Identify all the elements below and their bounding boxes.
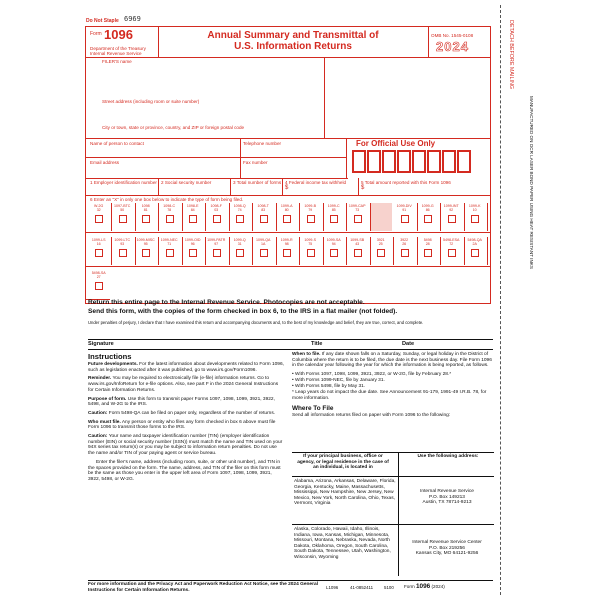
form-type-checkbox[interactable] <box>448 215 456 223</box>
form-type-code: 91 <box>402 208 407 213</box>
when-note: * Leap years do not impact the due date. See Announcement 91-179, 1991-49 I.R.B. 78, for more information. <box>292 390 487 401</box>
form-type-option <box>442 238 461 262</box>
r1-addr1: Internal Revenue Service <box>420 489 474 494</box>
form-type-checkbox[interactable] <box>307 249 315 257</box>
form-type-code: 10 <box>472 208 477 213</box>
form-type-option <box>348 204 367 228</box>
form-type-code: 80 <box>284 208 289 213</box>
form-type-checkbox[interactable] <box>166 249 174 257</box>
tax-year <box>436 39 469 54</box>
form-type-name: 1099-SB <box>350 238 365 242</box>
form-type-option <box>395 204 414 228</box>
form-type-code: 92 <box>449 208 454 213</box>
form-type-divider <box>487 237 488 265</box>
signature-divider <box>88 349 493 350</box>
form-type-name: 1098 <box>141 204 150 208</box>
city-label: City or town, state or province, country, and ZIP or foreign postal code <box>102 125 245 130</box>
where-row1-address <box>402 489 492 506</box>
form-type-code: 28 <box>425 242 430 247</box>
form-type-checkbox[interactable] <box>189 249 197 257</box>
form-type-option <box>89 238 108 262</box>
form-type-checkbox[interactable] <box>283 249 291 257</box>
title-label: Title <box>311 341 323 347</box>
caution2-heading: Caution: <box>88 434 108 440</box>
form-type-code: 74 <box>237 208 242 213</box>
form-type-name: 1099-C <box>327 204 340 208</box>
telephone-field[interactable] <box>243 146 339 156</box>
box-divider-2 <box>230 178 231 195</box>
box2-field[interactable] <box>161 185 227 193</box>
form-type-option <box>277 204 296 228</box>
form-type-checkbox[interactable] <box>330 249 338 257</box>
where-header-line <box>292 476 494 477</box>
footer-cat: L1096 <box>326 585 339 590</box>
who-text: Any person or entity who files any form checked in box 6 above must file Form 1096 to transmit those forms to the IRS. <box>88 419 276 431</box>
form-type-checkbox[interactable] <box>95 282 103 290</box>
email-field[interactable] <box>90 165 238 176</box>
box3-label: 3 Total number of forms <box>233 180 282 185</box>
form-type-checkbox[interactable] <box>260 215 268 223</box>
form-type-option <box>183 204 202 228</box>
form-type-option <box>254 204 273 228</box>
form-type-code: 72 <box>449 242 454 247</box>
form-type-option <box>254 238 273 262</box>
form-type-code: 97 <box>214 242 219 247</box>
form-type-code: 03 <box>214 208 219 213</box>
form-type-code: 27 <box>96 275 101 280</box>
r1-addr3: Austin, TX 78714-9213 <box>422 500 472 506</box>
future-heading: Future developments. <box>88 362 138 367</box>
form-type-name: 1099-DIV <box>396 204 412 208</box>
form-type-divider <box>487 203 488 231</box>
form-type-checkbox[interactable] <box>95 249 103 257</box>
form-type-checkbox[interactable] <box>213 215 221 223</box>
form-title-2: U.S. Information Returns <box>234 41 352 52</box>
form-type-code: 95 <box>143 242 148 247</box>
return-notice-1: Return this entire page to the Internal Revenue Service. Photocopies are not acceptable. <box>88 299 365 306</box>
form-type-name: 1099-CAP <box>348 204 366 208</box>
form-type-option <box>160 238 179 262</box>
form-type-code: 85 <box>331 208 336 213</box>
form-type-name: 1098-T <box>257 204 269 208</box>
form-type-name: 1099-LS <box>91 238 106 242</box>
form-type-option <box>301 204 320 228</box>
box4-label: 4 Federal income tax withheld <box>285 180 347 185</box>
contact-bottom-line <box>86 178 348 179</box>
r2-addr2: P.O. Box 219256 <box>429 545 465 551</box>
filer-name-label: FILER'S name <box>102 59 132 64</box>
form-type-option <box>324 204 343 228</box>
form-type-code: 79 <box>308 208 313 213</box>
contact-divider <box>240 138 241 178</box>
form-type-checkbox[interactable] <box>119 249 127 257</box>
official-use-box <box>382 150 396 173</box>
form-type-option <box>89 271 108 295</box>
form-type-code: 31 <box>237 242 242 247</box>
form-type-name: 5498-SA <box>91 271 106 275</box>
manufactured-text: MANUFACTURED ON OCR LASER BOND PAPER USING HEAT RESISTANT INKS <box>529 96 534 269</box>
fax-field[interactable] <box>243 165 339 176</box>
box5-dollar: $ <box>361 185 365 191</box>
form-type-code: 73 <box>355 208 360 213</box>
street-label: Street address (including room or suite number) <box>102 99 200 104</box>
box6-label: 6 Enter an "X" in only one box below to indicate the type of form being filed. <box>90 197 244 202</box>
footer-form-label: Form <box>404 584 415 589</box>
box5-field[interactable] <box>367 185 485 193</box>
dept-treasury: Department of the Treasury <box>90 46 146 51</box>
street-field[interactable] <box>100 105 320 123</box>
official-use-box <box>442 150 456 173</box>
form-type-row-line <box>86 266 490 267</box>
box1-label: 1 Employer identification number <box>90 180 157 185</box>
form-type-name: 1097-BTC <box>114 204 131 208</box>
form-type-checkbox[interactable] <box>401 249 409 257</box>
form-type-code: 75 <box>308 242 313 247</box>
form-type-option <box>89 204 108 228</box>
official-use-box <box>427 150 441 173</box>
form-type-code: 2A <box>472 242 477 247</box>
form-type-name: 1098-F <box>210 204 222 208</box>
form-type-option <box>160 204 179 228</box>
caution1-heading: Caution: <box>88 410 108 416</box>
form-type-checkbox[interactable] <box>119 215 127 223</box>
fax-label: Fax number <box>243 160 268 165</box>
signature-line[interactable] <box>88 327 493 340</box>
box1-field[interactable] <box>90 185 156 193</box>
form-label: Form <box>90 31 102 37</box>
form-type-code: 84 <box>190 208 195 213</box>
r2-addr3: Kansas City, MO 64121-9256 <box>415 551 479 557</box>
when-bullet-3: • With Forms 5498, file by May 31. <box>292 383 366 389</box>
form-type-name: 1099-LTC <box>114 238 131 242</box>
form-type-option <box>465 204 484 228</box>
tax-year-text: 2024 <box>436 39 469 54</box>
official-use-label: For Official Use Only <box>356 139 436 148</box>
form-type-name: 1099-G <box>421 204 434 208</box>
header-bottom-line <box>86 57 490 58</box>
form-type-checkbox[interactable] <box>142 249 150 257</box>
form-type-checkbox[interactable] <box>424 215 432 223</box>
purpose-heading: Purpose of form. <box>88 396 127 402</box>
boxes-bottom-line <box>86 195 490 196</box>
form-type-name: 1098-E <box>186 204 199 208</box>
official-use-box <box>457 150 471 173</box>
box4-field[interactable] <box>290 185 354 193</box>
contact-mid-line <box>86 157 346 158</box>
when-bullet-1: • With Forms 1097, 1098, 1099, 3921, 3922, or W-2G, file by February 28.* <box>292 372 452 378</box>
form-type-option <box>301 238 320 262</box>
form-type-checkbox[interactable] <box>236 215 244 223</box>
form-type-checkbox[interactable] <box>189 215 197 223</box>
return-notice-2: Send this form, with the copies of the form checked in box 6, to the IRS in a flat mailer (not folded). <box>88 308 398 315</box>
where-table-top <box>292 452 494 453</box>
reminder-heading: Reminder. <box>88 376 112 382</box>
form-type-checkbox[interactable] <box>448 249 456 257</box>
box2-label: 2 Social security number <box>161 180 212 185</box>
form-type-checkbox[interactable] <box>354 215 362 223</box>
form-type-name: 3922 <box>400 238 409 242</box>
when-text: If any date shown falls on a Saturday, Sunday, or legal holiday in the District of Columbia where the return is to be filed, the due date is the next business day. File Form 1096 in the calendar year following the year for which the information is being reported, as follows. <box>292 352 492 369</box>
form-type-checkbox[interactable] <box>213 249 221 257</box>
box-divider-4 <box>358 178 359 195</box>
form-type-name: 1099-INT <box>443 204 459 208</box>
future-text: For the latest information about developments related to Form 1096, such as legislation enacted after it was published, go to www.irs.gov/Form1096. <box>88 362 284 373</box>
box3-field[interactable] <box>233 185 279 193</box>
form-type-code: 86 <box>425 208 430 213</box>
form-type-option <box>418 238 437 262</box>
perforation-line <box>500 5 501 595</box>
form-type-code: 25 <box>378 242 383 247</box>
form-type-option <box>136 204 155 228</box>
where-col-divider <box>398 452 399 576</box>
form-type-checkbox[interactable] <box>377 249 385 257</box>
official-use-box <box>397 150 411 173</box>
purpose-text: Use this form to transmit paper Forms 1097, 1098, 1099, 3921, 3922, 5498, and W-2G to the IRS. <box>88 396 275 408</box>
do-not-staple: Do Not Staple <box>86 18 119 24</box>
enter-text: Enter the filer's name, address (including room, suite, or other unit number), and TIN in the spaces provided on the form. The name, address, and TIN of the filer on this form must be the same as those you enter in the upper left area of Form 1097, 1098, 1099, 3921, 3922, 5498, or W-2G. <box>88 459 281 482</box>
form-number: 1096 <box>104 27 133 42</box>
form-type-code: 16 <box>96 242 101 247</box>
box5-label: 5 Total amount reported with this Form 1096 <box>361 180 451 185</box>
where-row2-states: Alaska, Colorado, Hawaii, Idaho, Illinois, Indiana, Iowa, Kansas, Michigan, Minnesota, Missouri, Montana, Nebraska, Nevada, North Dakota, Oklahoma, Oregon, South Carolina, South Dakota, Tennessee, Utah, Washington, Wisconsin, Wyoming <box>294 527 391 560</box>
footer-form-year: (2024) <box>431 584 445 589</box>
instructions-heading: Instructions <box>88 352 132 361</box>
form-type-checkbox[interactable] <box>354 249 362 257</box>
form-type-checkbox[interactable] <box>401 215 409 223</box>
form-type-checkbox[interactable] <box>424 249 432 257</box>
form-type-code: 94 <box>331 242 336 247</box>
contact-right-line <box>346 138 347 178</box>
perjury-statement: Under penalties of perjury, I declare that I have examined this return and accompanying documents and, to the best of my knowledge and belief, they are true, correct, and complete. <box>88 320 424 325</box>
form-type-name: 1099-QA <box>256 238 271 242</box>
where-col2-header: Use the following address: <box>417 454 479 459</box>
form-type-checkbox[interactable] <box>330 215 338 223</box>
form-type-name: 5498-QA <box>467 238 482 242</box>
footer-code: 5100 <box>384 585 394 590</box>
form-type-name: 1099-NEC <box>160 238 178 242</box>
email-label: Email address <box>90 160 120 165</box>
form-type-option <box>418 204 437 228</box>
form-title-1: Annual Summary and Transmittal of <box>207 30 379 41</box>
telephone-label: Telephone number <box>243 141 282 146</box>
form-code: 6969 <box>124 15 141 23</box>
form-type-option <box>207 238 226 262</box>
official-use-box <box>412 150 426 173</box>
form-type-name: 1099-MISC <box>136 238 155 242</box>
form-type-checkbox[interactable] <box>283 215 291 223</box>
form-type-row-line <box>86 232 490 233</box>
footer-privacy: For more information and the Privacy Act and Paperwork Reduction Act Notice, see the 2024 General Instructions for Certain Information Returns. <box>88 582 318 593</box>
form-type-code: 96 <box>190 242 195 247</box>
where-text: Send all information returns filed on paper with Form 1096 to the following: <box>292 412 451 418</box>
form-type-option <box>230 204 249 228</box>
r1-addr2: P.O. Box 149213 <box>429 494 465 500</box>
box4-dollar: $ <box>285 185 289 191</box>
form-type-option <box>207 204 226 228</box>
caution1-text: Form 5498-QA can be filed on paper only, regardless of the number of returns. <box>107 410 276 416</box>
date-label: Date <box>402 341 415 347</box>
form-type-code: 81 <box>143 208 148 213</box>
reminder-text: You may be required to electronically file (e-file) information returns. Go to www.irs.gov/InfoReturn for e-file options. Also, see part F in the 2024 General Instructions for Certain Information Returns. <box>88 376 279 393</box>
form-type-option <box>324 238 343 262</box>
form-type-name: 1099-K <box>468 204 481 208</box>
shaded-cell <box>371 203 392 231</box>
who-heading: Who must file. <box>88 419 121 425</box>
form-type-code: 43 <box>355 242 360 247</box>
detach-text: DETACH BEFORE MAILING <box>508 20 514 90</box>
form-type-option <box>230 238 249 262</box>
where-heading: Where To File <box>292 404 334 412</box>
form-type-name: 1099-A <box>280 204 293 208</box>
form-type-checkbox[interactable] <box>142 215 150 223</box>
form-type-code: 78 <box>167 208 172 213</box>
form-type-name: 3921 <box>376 238 385 242</box>
form-type-checkbox[interactable] <box>236 249 244 257</box>
form-type-code: 83 <box>261 208 266 213</box>
where-row1-states: Alabama, Arizona, Arkansas, Delaware, Florida, Georgia, Kentucky, Maine, Massachusetts, Mississippi, New Hampshire, New Jersey, New Mexico, New York, North Carolina, Ohio, Texas, Vermont, Virginia <box>294 479 396 507</box>
instructions-left-column <box>88 362 284 483</box>
form-type-option <box>113 204 132 228</box>
form-type-option <box>348 238 367 262</box>
form-type-code: 26 <box>402 242 407 247</box>
form-type-code: 71 <box>167 242 172 247</box>
form-type-name: 5498-ESA <box>443 238 460 242</box>
where-row-line <box>292 524 494 525</box>
where-table <box>292 452 494 578</box>
official-use-box <box>352 150 366 173</box>
form-type-name: 5498 <box>423 238 432 242</box>
box-divider-3 <box>282 178 283 195</box>
filer-name-field[interactable] <box>100 65 320 85</box>
form-type-name: 1099-S <box>304 238 316 242</box>
where-col1-header: If your principal business, office or agency, or legal residence in the case of an individual, is located in <box>297 454 389 471</box>
footer-form <box>404 583 445 590</box>
when-heading: When to file. <box>292 352 321 357</box>
form-type-name: W-2G <box>94 204 104 208</box>
where-row2-address <box>402 540 492 557</box>
form-type-option <box>442 204 461 228</box>
form-type-name: 1098-Q <box>233 204 246 208</box>
form-type-name: 1099-SA <box>326 238 341 242</box>
contact-person-label: Name of person to contact <box>90 141 144 146</box>
form-type-checkbox[interactable] <box>260 249 268 257</box>
r2-addr1: Internal Revenue Service Center <box>412 540 482 545</box>
form-type-code: 32 <box>96 208 101 213</box>
form-type-option <box>395 238 414 262</box>
form-type-name: 1099-PATR <box>207 238 226 242</box>
when-bullet-2: • With Forms 1099-NEC, file by January 31. <box>292 377 385 383</box>
form-type-option <box>277 238 296 262</box>
form-type-name: 1098-C <box>163 204 176 208</box>
footer-id: 41-0852411 <box>350 585 374 590</box>
form-type-name: 1099-OID <box>184 238 201 242</box>
form-type-option <box>183 238 202 262</box>
form-type-name: 1099-B <box>304 204 316 208</box>
signature-label: Signature <box>88 341 114 347</box>
filer-right-line <box>324 57 325 138</box>
form-type-code: 93 <box>120 242 125 247</box>
form-type-name: 1099-Q <box>233 238 246 242</box>
contact-person-field[interactable] <box>90 146 238 156</box>
irs-label: Internal Revenue Service <box>90 51 142 56</box>
form-type-name: 1099-R <box>280 238 293 242</box>
footer-form-number: 1096 <box>416 583 431 590</box>
form-type-option <box>465 238 484 262</box>
form-type-checkbox[interactable] <box>471 249 479 257</box>
form-type-option <box>113 238 132 262</box>
form-type-code: 50 <box>120 208 125 213</box>
form-type-code: 98 <box>284 242 289 247</box>
form-type-option <box>371 238 390 262</box>
omb-number: OMB No. 1545-0108 <box>431 33 474 38</box>
form-type-option <box>136 238 155 262</box>
official-use-box <box>367 150 381 173</box>
instructions-right-column <box>292 352 496 418</box>
caution2-text: Your name and taxpayer identification number (TIN) (employer identification number (EIN) or social security number (SSN)) must match the name and TIN used on your 94X series tax return(s) or you may be subject to information return penalties. Do not use the name and/or TIN of your paying agent or service bureau. <box>88 434 283 457</box>
footer-top-line <box>88 580 493 581</box>
form-type-checkbox[interactable] <box>95 215 103 223</box>
header-divider-right <box>428 27 429 57</box>
box-divider-1 <box>158 178 159 195</box>
form-type-checkbox[interactable] <box>166 215 174 223</box>
form-type-checkbox[interactable] <box>307 215 315 223</box>
form-type-code: 1A <box>260 242 266 247</box>
form-type-checkbox[interactable] <box>471 215 479 223</box>
